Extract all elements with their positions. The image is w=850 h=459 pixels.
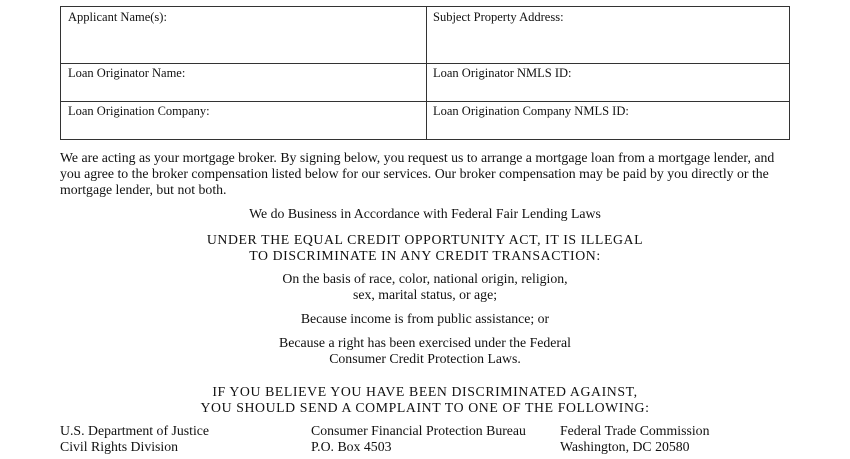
basis-line2: sex, marital status, or age;	[352, 287, 498, 302]
agency-doj-name: U.S. Department of Justice	[60, 423, 210, 438]
loan-originator-nmls-field[interactable]	[426, 63, 791, 101]
loan-originator-name-label: Loan Originator Name:	[68, 66, 186, 80]
loan-originator-name-field[interactable]	[61, 63, 426, 101]
agency-cfpb	[311, 423, 526, 455]
subject-property-field[interactable]	[426, 7, 791, 63]
loan-origination-company-nmls-label: Loan Origination Company NMLS ID:	[433, 104, 629, 118]
agency-doj-division: Civil Rights Division	[60, 439, 179, 454]
rights-line2: Consumer Credit Protection Laws.	[329, 351, 521, 366]
applicant-names-field[interactable]	[61, 7, 426, 63]
income-statement: Because income is from public assistance; or	[300, 311, 550, 326]
agency-ftc-address: Washington, DC 20580	[560, 439, 690, 454]
agency-ftc-name: Federal Trade Commission	[560, 423, 710, 438]
loan-origination-company-field[interactable]	[61, 101, 426, 141]
loan-origination-company-label: Loan Origination Company:	[68, 104, 210, 118]
agency-ftc	[560, 423, 709, 455]
broker-intro-paragraph: We are acting as your mortgage broker. By signing below, you request us to arrange a mortgage loan from a mortgage lender, and you agree to the broker compensation listed below for our services. Our broker compensation may be paid by you directly or the mortgage lender, but not both.	[60, 150, 775, 197]
rights-line1: Because a right has been exercised under the Federal	[279, 335, 571, 350]
fair-lending-heading: We do Business in Accordance with Federal Fair Lending Laws	[249, 206, 601, 221]
ecoa-statement-line2: TO DISCRIMINATE IN ANY CREDIT TRANSACTION:	[249, 248, 601, 263]
ecoa-statement-line1: UNDER THE EQUAL CREDIT OPPORTUNITY ACT, IT IS ILLEGAL	[206, 232, 644, 247]
applicant-names-label: Applicant Name(s):	[68, 10, 167, 24]
loan-originator-nmls-label: Loan Originator NMLS ID:	[433, 66, 572, 80]
agency-cfpb-name: Consumer Financial Protection Bureau	[311, 423, 526, 438]
agency-cfpb-address: P.O. Box 4503	[311, 439, 392, 454]
agency-doj	[60, 423, 209, 455]
complaint-line1: IF YOU BELIEVE YOU HAVE BEEN DISCRIMINATED AGAINST,	[212, 384, 638, 399]
loan-origination-company-nmls-field[interactable]	[426, 101, 791, 141]
subject-property-label: Subject Property Address:	[433, 10, 564, 24]
basis-line1: On the basis of race, color, national origin, religion,	[282, 271, 568, 286]
loan-info-table	[60, 6, 790, 140]
complaint-line2: YOU SHOULD SEND A COMPLAINT TO ONE OF THE FOLLOWING:	[200, 400, 650, 415]
